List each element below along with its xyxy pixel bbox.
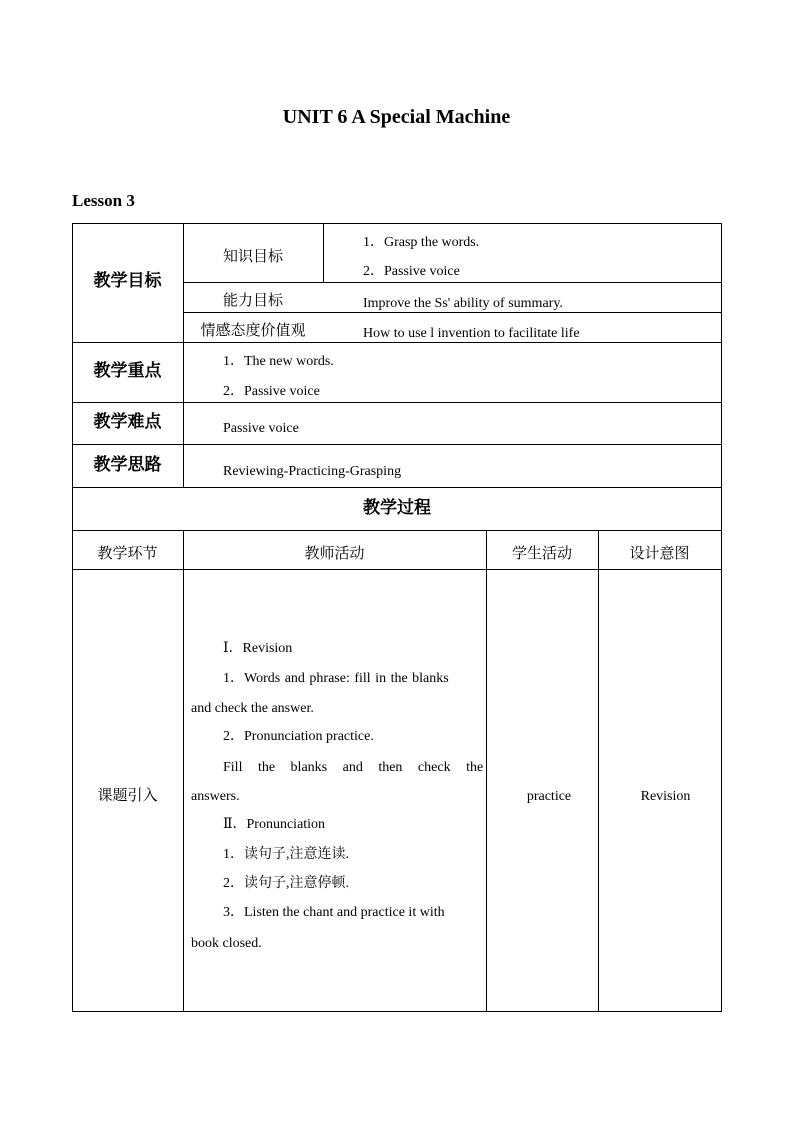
emotion-goal-text: How to use l invention to facilitate life [363,326,580,341]
row-divider [72,530,722,531]
column-divider [598,530,599,1012]
knowledge-goal-item: 1．Grasp the words. [363,235,480,250]
table-border-bottom [72,1011,722,1012]
row-divider [72,487,722,488]
column-header-stage: 教学环节 [97,544,158,562]
stage-cell: 课题引入 [97,786,158,804]
row-divider [72,569,722,570]
teacher-activity-line: Ⅱ．Pronunciation [223,817,326,832]
teacher-activity-line: and check the answer. [191,701,314,716]
teacher-activity-line: 2．读句子,注意停顿. [223,876,349,891]
column-divider [183,530,184,1012]
table-border-right [721,223,722,1012]
key-point-item: 1．The new words. [223,354,334,369]
ability-goal-label: 能力目标 [222,291,283,309]
teacher-activity-line: 2．Pronunciation practice. [223,729,374,744]
document-title: UNIT 6 A Special Machine [282,106,511,128]
key-points-label: 教学重点 [93,361,162,381]
lesson-heading: Lesson 3 [72,191,135,210]
emotion-goal-label: 情感态度价值观 [200,321,306,339]
approach-text: Reviewing-Practicing-Grasping [223,464,402,479]
student-activity-cell: practice [526,789,572,804]
knowledge-goal-item: 2．Passive voice [363,264,460,279]
table-border-top [72,223,722,224]
table-border-left [72,223,73,1012]
row-divider [72,342,722,343]
knowledge-goal-label: 知识目标 [222,247,283,265]
teacher-activity-line: 1．Words and phrase: fill in the blanks [223,671,449,686]
column-divider [486,530,487,1012]
column-divider [323,223,324,283]
row-divider [183,312,722,313]
ability-goal-text: Improve the Ss' ability of summary. [363,296,563,311]
column-header-student: 学生活动 [511,544,572,562]
key-point-item: 2．Passive voice [223,384,320,399]
teacher-activity-line: answers. [191,789,240,804]
row-divider [183,282,722,283]
column-header-intent: 设计意图 [629,544,690,562]
teacher-activity-line: 3．Listen the chant and practice it with [223,905,445,920]
difficulties-text: Passive voice [223,421,299,436]
column-header-teacher: 教师活动 [304,544,365,562]
row-divider [72,402,722,403]
difficulties-label: 教学难点 [93,412,162,432]
row-divider [72,444,722,445]
goals-label: 教学目标 [93,271,162,291]
design-intent-cell: Revision [640,789,691,804]
approach-label: 教学思路 [93,455,162,475]
teacher-activity-line: Ⅰ．Revision [223,641,293,656]
teacher-activity-line: Fill the blanks and then check the [223,760,484,775]
process-header: 教学过程 [363,498,431,518]
teacher-activity-line: book closed. [191,936,262,951]
teacher-activity-line: 1．读句子,注意连读. [223,847,349,862]
